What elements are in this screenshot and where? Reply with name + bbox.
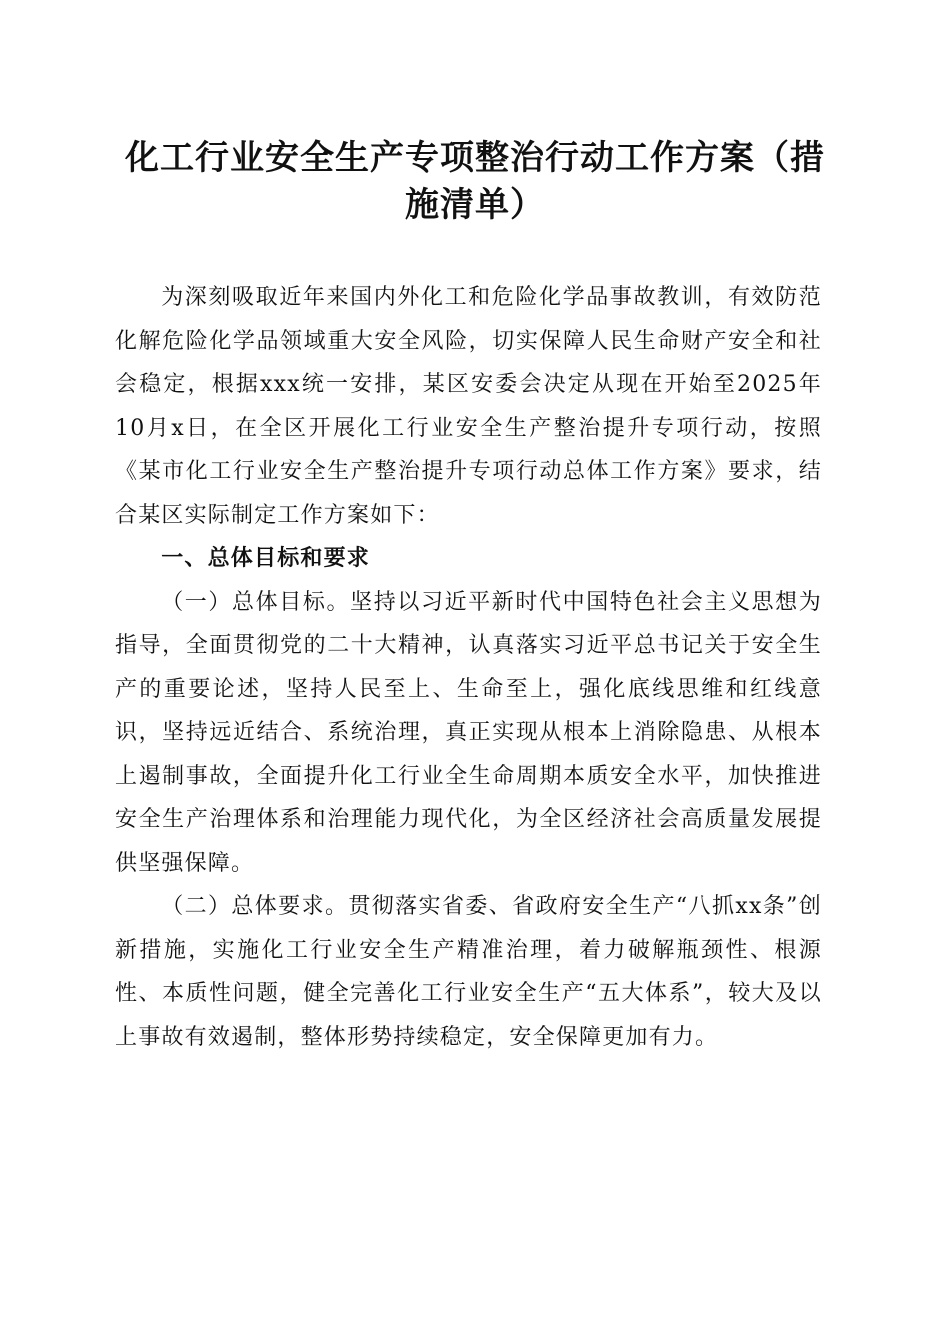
requirement-text: 贯彻落实省委、省政府安全生产“八抓xx条”创新措施，实施化工行业安全生产精准治理，着力破解瓶颈性、根源性、本质性问题，健全完善化工行业安全生产“五大体系”，较大及以上事故有效遏制，整体形势持续稳定，安全保障更加有力。 <box>115 894 822 1050</box>
section-heading <box>115 537 822 581</box>
goal-text: 坚持以习近平新时代中国特色社会主义思想为指导，全面贯彻党的二十大精神，认真落实习近平总书记关于安全生产的重要论述，坚持人民至上、生命至上，强化底线思维和红线意识，坚持远近结合、系统治理，真正实现从根本上消除隐患、从根本上遏制事故，全面提升化工行业全生命周期本质安全水平，加快推进安全生产治理体系和治理能力现代化，为全区经济社会高质量发展提供坚强保障。 <box>115 589 822 876</box>
goal-paragraph <box>115 581 822 886</box>
intro-paragraph: 为深刻吸取近年来国内外化工和危险化学品事故教训，有效防范化解危险化学品领域重大安全风险，切实保障人民生命财产安全和社会稳定，根据xxx统一安排，某区安委会决定从现在开始至2025年10月x日，在全区开展化工行业安全生产整治提升专项行动，按照《某市化工行业安全生产整治提升专项行动总体工作方案》要求，结合某区实际制定工作方案如下： <box>115 285 822 528</box>
document-title: 化工行业安全生产专项整治行动工作方案（措施清单） <box>125 138 825 225</box>
requirement-paragraph <box>115 885 822 1059</box>
goal-label: （一）总体目标。 <box>161 589 351 615</box>
section-heading-text: 一、总体目标和要求 <box>161 546 370 571</box>
document-body <box>115 276 822 1059</box>
requirement-label: （二）总体要求。 <box>161 894 349 919</box>
